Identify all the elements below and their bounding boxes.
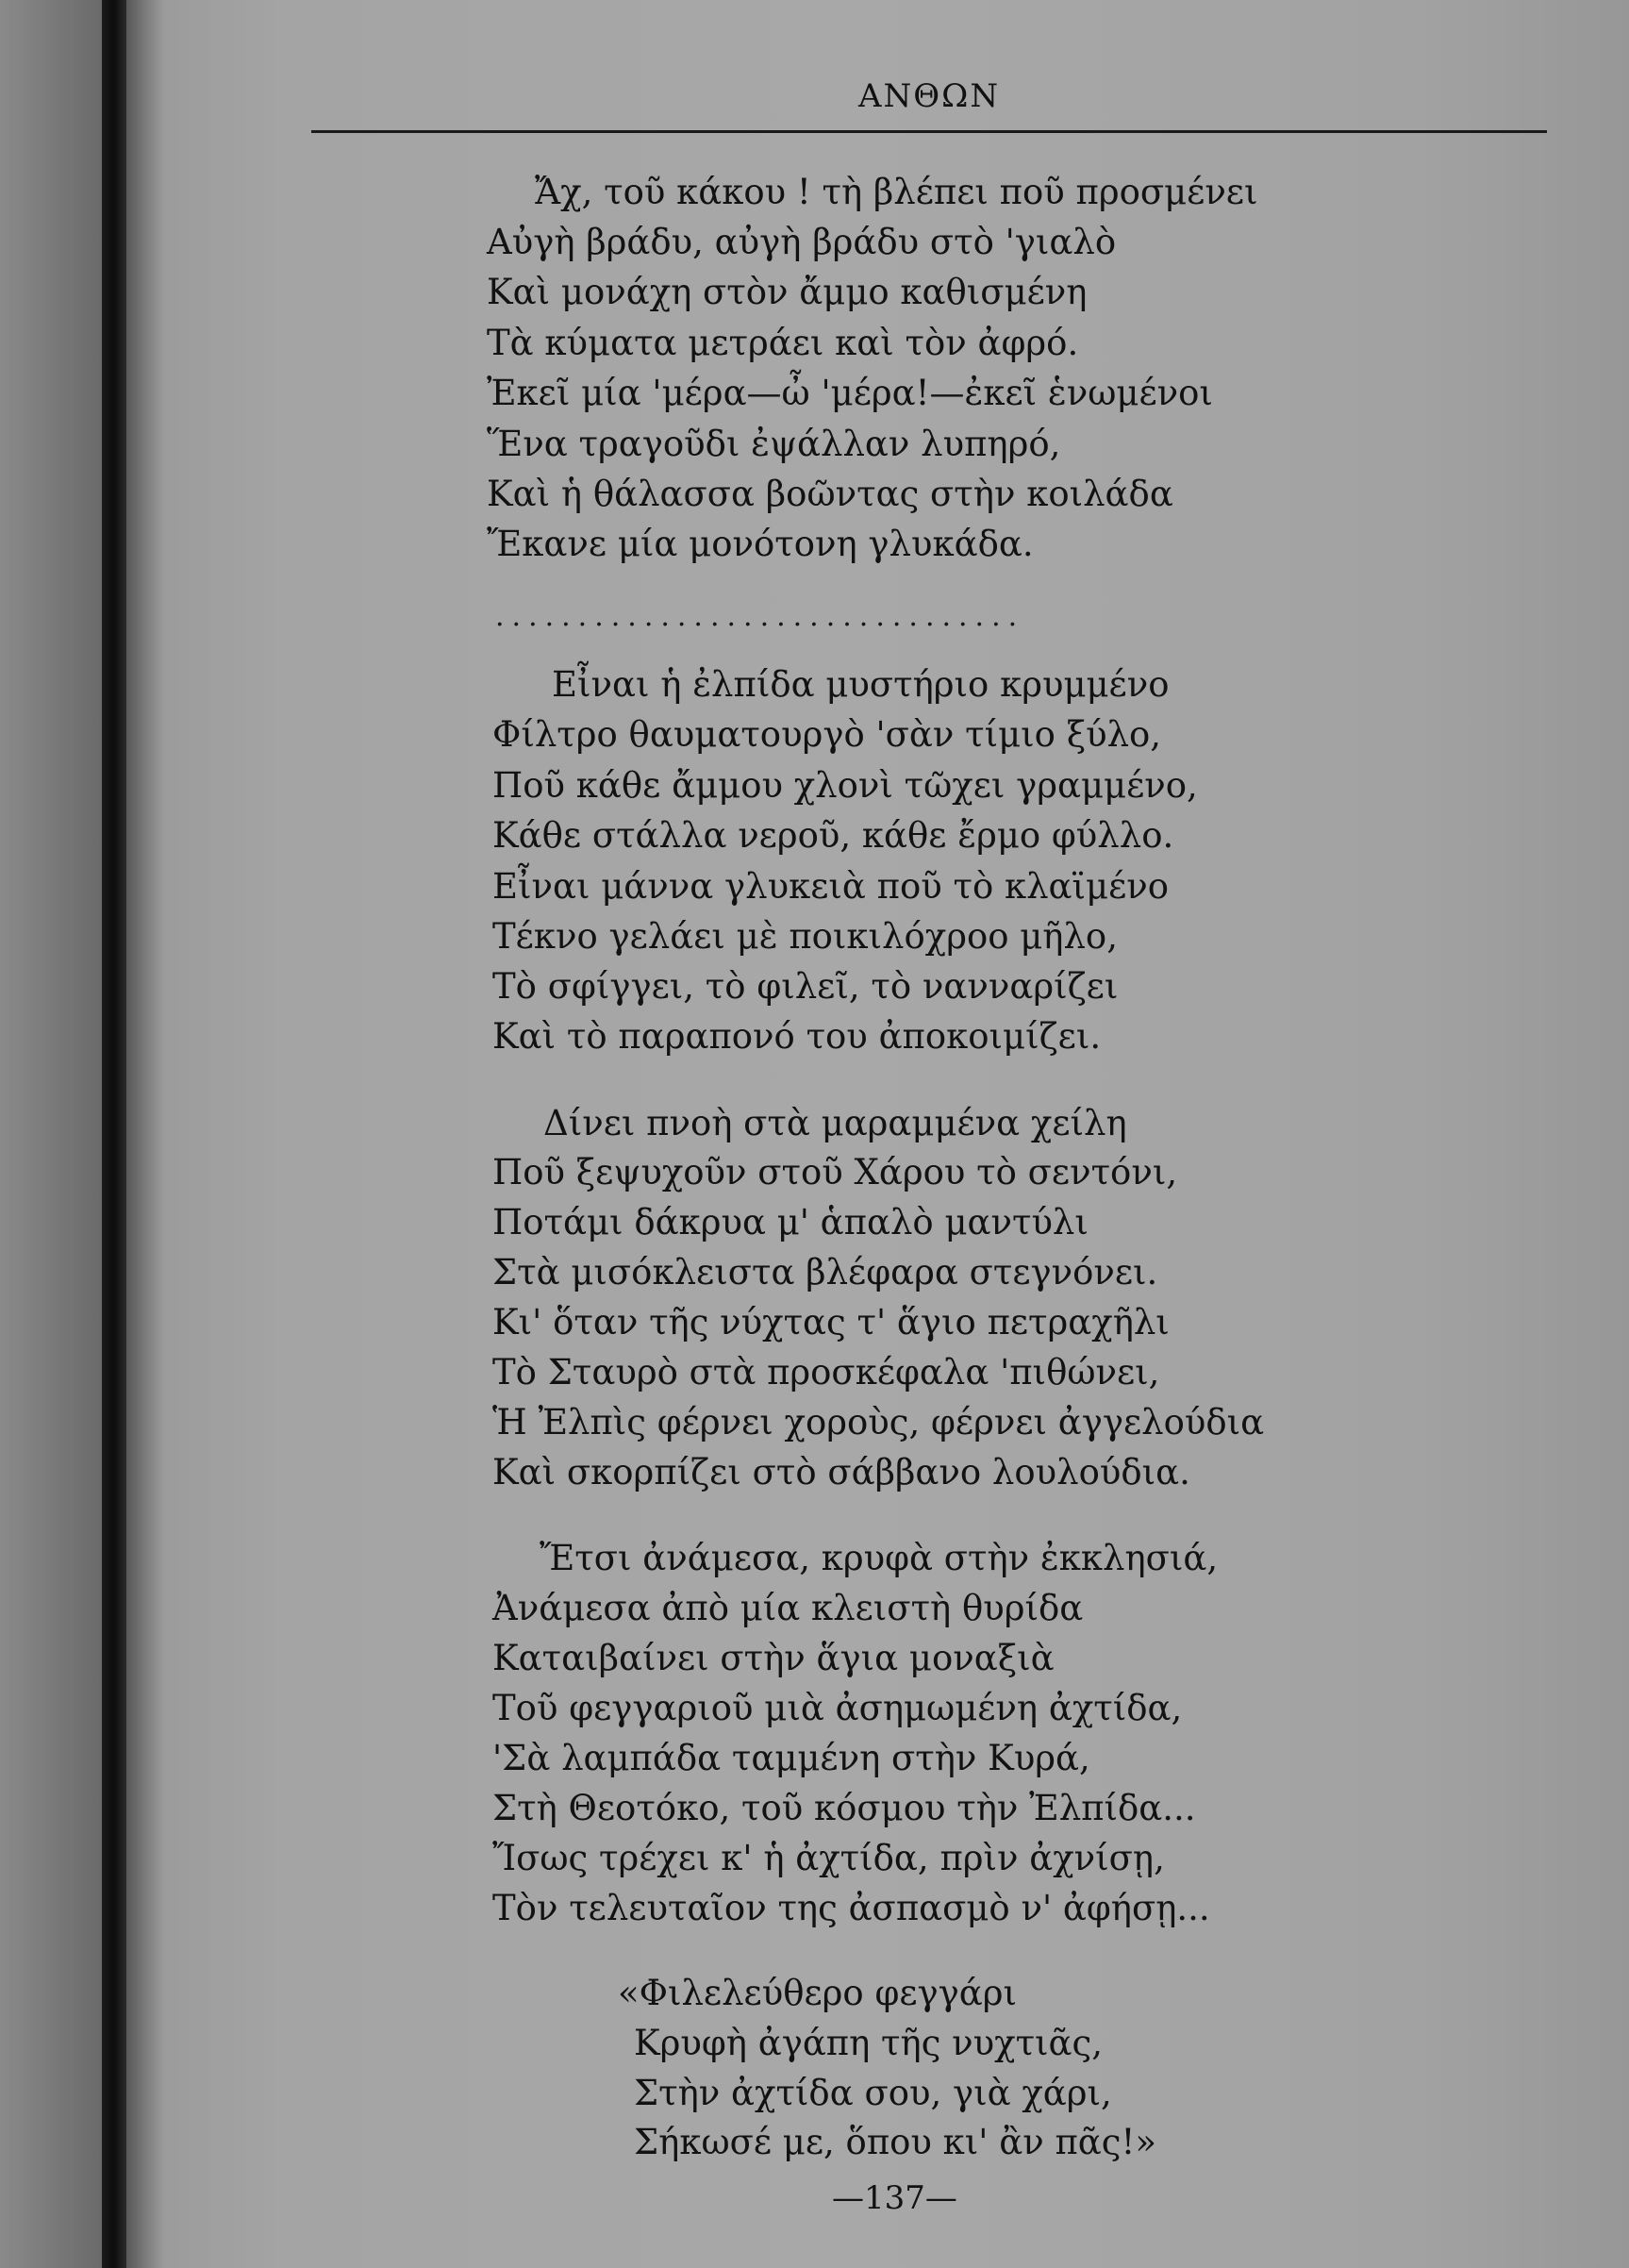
running-header: ΑΝΘΩΝ [858, 77, 1001, 115]
poem-line: Τέκνο γελάει μὲ ποικιλόχροο μῆλο, [492, 916, 1118, 957]
poem-line: Στὰ μισόκλειστα βλέφαρα στεγνόνει. [492, 1252, 1158, 1292]
poem-line: Κάθε στάλλα νεροῦ, κάθε ἔρμο φύλλο. [492, 815, 1174, 856]
poem-line: Τὸν τελευταῖον της ἀσπασμὸ ν' ἀφήσῃ... [492, 1888, 1210, 1928]
poem-line: Φίλτρο θαυματουργὸ 'σὰν τίμιο ξύλο, [492, 714, 1162, 755]
poem-line: Καταιβαίνει στὴν ἅγια μοναξιὰ [492, 1638, 1055, 1678]
poem-line: Σήκωσέ με, ὅπου κι' ἂν πᾶς!» [634, 2122, 1157, 2162]
poem-line: Ἄχ, τοῦ κάκου ! τὴ βλέπει ποῦ προσμένει [535, 172, 1258, 212]
poem-line: Ἕνα τραγοῦδι ἐψάλλαν λυπηρό, [487, 424, 1061, 464]
poem-line: Δίνει πνοὴ στὰ μαραμμένα χείλη [543, 1103, 1127, 1143]
poem-line: Ποῦ κάθε ἄμμου χλονὶ τῶχει γραμμένο, [492, 765, 1198, 806]
poem-line: Καὶ ἡ θάλασσα βοῶντας στὴν κοιλάδα [487, 474, 1173, 514]
poem-line: Τὰ κύματα μετράει καὶ τὸν ἀφρό. [487, 323, 1079, 363]
poem-line: Κρυφὴ ἀγάπη τῆς νυχτιᾶς, [634, 2023, 1104, 2063]
poem-line: Αὐγὴ βράδυ, αὐγὴ βράδυ στὸ 'γιαλὸ [487, 222, 1117, 262]
poem-line: Καὶ μονάχη στὸν ἄμμο καθισμένη [487, 272, 1088, 312]
poem-line: Ἀνάμεσα ἀπὸ μία κλειστὴ θυρίδα [492, 1588, 1084, 1628]
poem-line: Στὴ Θεοτόκο, τοῦ κόσμου τὴν Ἐλπίδα... [492, 1788, 1196, 1828]
poem-line: «Φιλελεύθερο φεγγάρι [618, 1973, 1017, 2013]
poem-line: Ἔτσι ἀνάμεσα, κρυφὰ στὴν ἐκκλησιά, [540, 1538, 1219, 1578]
poem-line: Ἐκεῖ μία 'μέρα—ὦ 'μέρα!—ἐκεῖ ἑνωμένοι [487, 373, 1213, 413]
poem-line: Καὶ σκορπίζει στὸ σάββανο λουλούδια. [492, 1452, 1190, 1493]
poem-line: Εἶναι μάννα γλυκειὰ ποῦ τὸ κλαϊμένο [492, 866, 1170, 907]
stanza-separator: ................................ [495, 600, 1025, 633]
poem-line: Στὴν ἀχτίδα σου, γιὰ χάρι, [634, 2073, 1112, 2113]
poem-line: 'Σὰ λαμπάδα ταμμένη στὴν Κυρά, [492, 1738, 1090, 1778]
poem-line: Καὶ τὸ παραπονό του ἀποκοιμίζει. [492, 1016, 1102, 1057]
poem-line: Ποτάμι δάκρυα μ' ἁπαλὸ μαντύλι [492, 1202, 1089, 1242]
poem-line: Τὸ Σταυρὸ στὰ προσκέφαλα 'πιθώνει, [492, 1352, 1160, 1392]
poem-line: Εἶναι ἡ ἐλπίδα μυστήριο κρυμμένο [552, 664, 1170, 705]
poem-line: Ἴσως τρέχει κ' ἡ ἀχτίδα, πρὶν ἀχνίσῃ, [492, 1838, 1165, 1878]
poem-line: Τὸ σφίγγει, τὸ φιλεῖ, τὸ νανναρίζει [492, 966, 1119, 1007]
poem-line: Ποῦ ξεψυχοῦν στοῦ Χάρου τὸ σεντόνι, [492, 1152, 1178, 1192]
poem-line: Ἡ Ἐλπὶς φέρνει χοροὺς, φέρνει ἀγγελούδια [492, 1402, 1265, 1443]
poem-line: Ἔκανε μία μονότονη γλυκάδα. [487, 524, 1034, 564]
poem-line: Κι' ὅταν τῆς νύχτας τ' ἅγιο πετραχῆλι [492, 1302, 1170, 1342]
poem-line: Τοῦ φεγγαριοῦ μιὰ ἀσημωμένη ἀχτίδα, [492, 1688, 1183, 1728]
page-number: —137— [832, 2179, 957, 2217]
